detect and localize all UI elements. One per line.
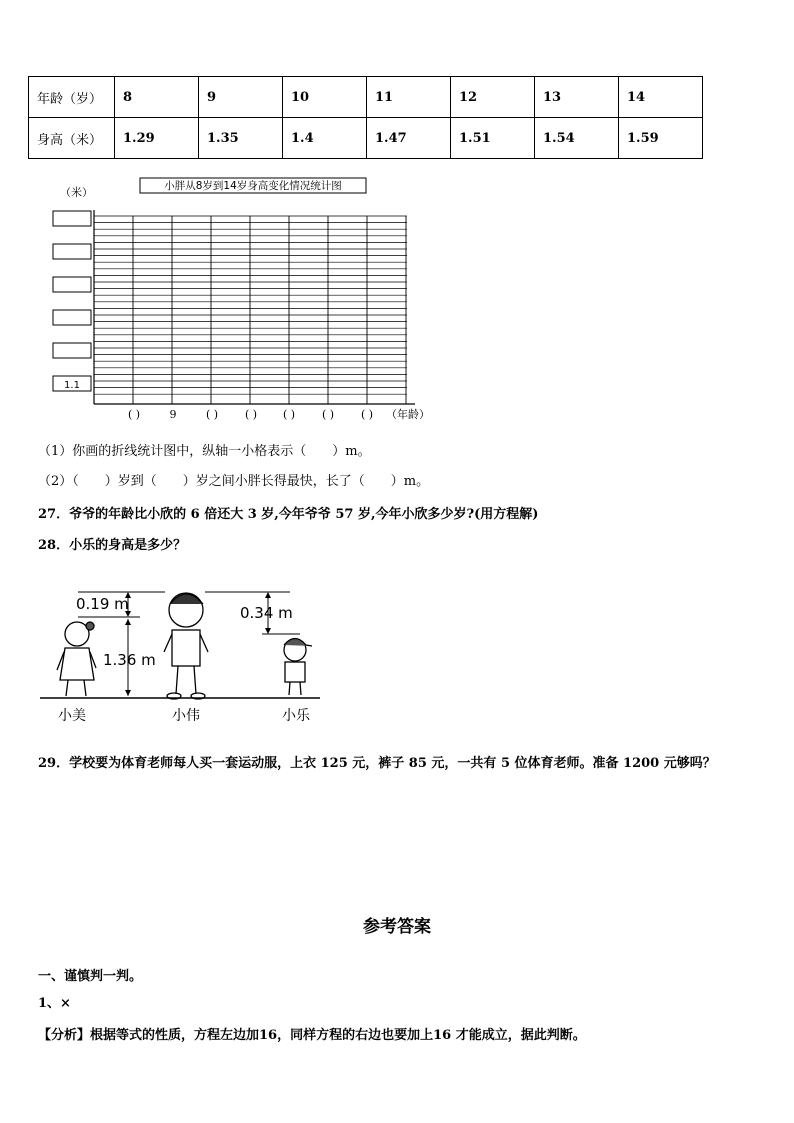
y-tick-box: [53, 211, 91, 226]
tall-boy-figure: [164, 593, 208, 699]
y-tick-box: [53, 244, 91, 259]
age-cell: 10: [283, 77, 367, 118]
age-cell: 13: [535, 77, 619, 118]
age-cell: 12: [451, 77, 535, 118]
name-label: 小美: [58, 708, 86, 724]
x-tick-label: ( ): [321, 408, 335, 421]
answers-section-heading: 一、谨慎判一判。: [38, 969, 143, 984]
x-tick-label: ( ): [244, 408, 258, 421]
height-cell: 1.51: [451, 118, 535, 159]
x-tick-label: ( ): [127, 408, 141, 421]
question-27: 27．爷爷的年龄比小欣的 6 倍还大 3 岁,今年爷爷 57 岁,今年小欣多少岁?(用方程解): [38, 507, 539, 522]
grid: [94, 216, 407, 404]
x-tick-label: ( ): [360, 408, 374, 421]
height-cell: 1.35: [199, 118, 283, 159]
height-cell: 1.54: [535, 118, 619, 159]
answer-analysis: 【分析】根据等式的性质，方程左边加16，同样方程的右边也要加上16 才能成立，据此判断。: [38, 1028, 586, 1043]
measure-label: 1.36 m: [103, 651, 156, 669]
y-tick-box: [53, 310, 91, 325]
height-cell: 1.47: [367, 118, 451, 159]
age-cell: 9: [199, 77, 283, 118]
x-tick-label: ( ): [282, 408, 296, 421]
height-comparison-figure: [0, 570, 794, 730]
x-tick-label: ( ): [205, 408, 219, 421]
chart-title: 小胖从8岁到14岁身高变化情况统计图: [164, 180, 342, 192]
q26-sub1: （1）你画的折线统计图中，纵轴一小格表示（ ）m。: [38, 444, 371, 459]
answers-title: 参考答案: [363, 917, 431, 937]
measure-label: 0.34 m: [240, 604, 293, 622]
row-header-age: 年龄（岁）: [29, 77, 115, 118]
y-tick-box: [53, 343, 91, 358]
x-unit-label: （年龄）: [386, 408, 430, 421]
answer-item: 1、×: [38, 996, 71, 1011]
question-29: 29．学校要为体育老师每人买一套运动服，上衣 125 元，裤子 85 元，一共有 5 位体育老师。准备 1200 元够吗？: [38, 756, 716, 771]
height-cell: 1.4: [283, 118, 367, 159]
age-cell: 11: [367, 77, 451, 118]
blank-line-chart-grid: [0, 0, 794, 430]
name-label: 小伟: [172, 708, 200, 724]
x-tick-label: 9: [169, 408, 177, 421]
y-unit-label: （米）: [60, 186, 93, 199]
q26-sub2: （2）（ ）岁到（ ）岁之间小胖长得最快，长了（ ）m。: [38, 474, 430, 489]
girl-figure: [57, 622, 96, 696]
row-header-height: 身高（米）: [29, 118, 115, 159]
name-label: 小乐: [282, 708, 310, 724]
small-boy-figure: [284, 639, 312, 696]
age-cell: 14: [619, 77, 703, 118]
y-tick-label: 1.1: [64, 380, 80, 391]
height-cell: 1.59: [619, 118, 703, 159]
age-cell: 8: [115, 77, 199, 118]
question-28: 28．小乐的身高是多少？: [38, 538, 187, 553]
measure-label: 0.19 m: [76, 595, 129, 613]
y-tick-box: [53, 277, 91, 292]
height-cell: 1.29: [115, 118, 199, 159]
